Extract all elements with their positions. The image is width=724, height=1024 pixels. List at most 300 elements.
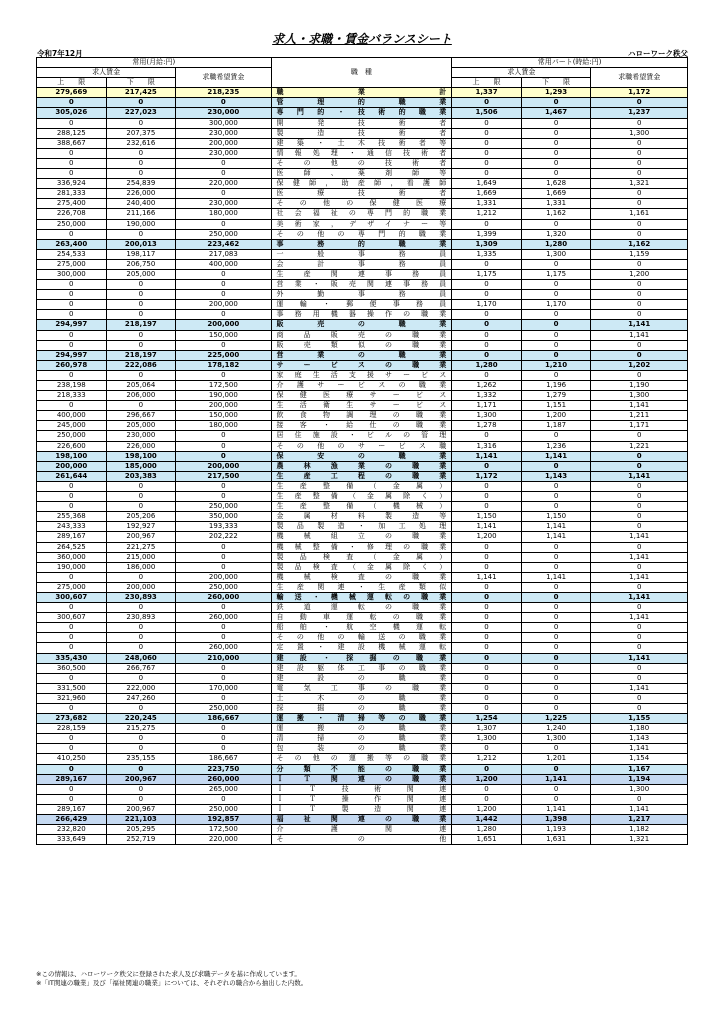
part-upper-cell: 0 bbox=[452, 603, 522, 613]
occupation-cell: その他の保健医療 bbox=[271, 199, 452, 209]
occupation-cell: サービスの職業 bbox=[271, 360, 452, 370]
regular-desired-cell: 0 bbox=[176, 189, 271, 199]
occupation-cell: 農林漁業の職業 bbox=[271, 461, 452, 471]
regular-upper-cell: 0 bbox=[37, 290, 107, 300]
part-upper-cell: 1,200 bbox=[452, 774, 522, 784]
table-row bbox=[37, 199, 688, 209]
regular-lower-cell: 0 bbox=[106, 502, 176, 512]
regular-desired-cell: 0 bbox=[176, 734, 271, 744]
part-upper-cell: 1,669 bbox=[452, 189, 522, 199]
part-upper-cell: 0 bbox=[452, 340, 522, 350]
part-lower-cell: 0 bbox=[521, 370, 591, 380]
regular-upper-cell: 0 bbox=[37, 229, 107, 239]
regular-desired-cell: 218,235 bbox=[176, 88, 271, 98]
table-row bbox=[37, 481, 688, 491]
part-upper-cell: 0 bbox=[452, 764, 522, 774]
part-upper-cell: 0 bbox=[452, 169, 522, 179]
part-upper-cell: 1,335 bbox=[452, 249, 522, 259]
part-lower-cell: 0 bbox=[521, 492, 591, 502]
part-desired-cell: 0 bbox=[591, 633, 688, 643]
part-desired-cell: 0 bbox=[591, 199, 688, 209]
regular-desired-cell: 350,000 bbox=[176, 512, 271, 522]
footnote-1: ※この情報は、ハローワーク秩父に登録された求人及び求職データを基に作成しています。 bbox=[36, 970, 301, 978]
regular-desired-cell: 0 bbox=[176, 441, 271, 451]
part-desired-cell: 0 bbox=[591, 370, 688, 380]
regular-upper-cell: 0 bbox=[37, 734, 107, 744]
regular-lower-cell: 222,000 bbox=[106, 683, 176, 693]
regular-desired-cell: 0 bbox=[176, 481, 271, 491]
regular-upper-cell: 254,533 bbox=[37, 249, 107, 259]
table-row bbox=[37, 522, 688, 532]
part-lower-cell: 1,162 bbox=[521, 209, 591, 219]
part-desired-cell: 0 bbox=[591, 219, 688, 229]
regular-lower-cell: 217,425 bbox=[106, 88, 176, 98]
occupation-cell: 一般事務員 bbox=[271, 249, 452, 259]
table-row bbox=[37, 411, 688, 421]
part-desired-cell: 0 bbox=[591, 643, 688, 653]
part-desired-cell: 1,161 bbox=[591, 209, 688, 219]
part-lower-cell: 1,628 bbox=[521, 179, 591, 189]
regular-lower-cell: 232,616 bbox=[106, 138, 176, 148]
table-row bbox=[37, 350, 688, 360]
occupation-cell: 営業・販売関連事務員 bbox=[271, 280, 452, 290]
part-upper-cell: 1,141 bbox=[452, 451, 522, 461]
regular-lower-cell: 205,206 bbox=[106, 512, 176, 522]
regular-desired-cell: 0 bbox=[176, 633, 271, 643]
part-lower-cell: 1,631 bbox=[521, 835, 591, 845]
part-desired-cell: 1,200 bbox=[591, 269, 688, 279]
regular-desired-cell: 186,667 bbox=[176, 754, 271, 764]
part-lower-cell: 1,201 bbox=[521, 754, 591, 764]
regular-upper-cell: 0 bbox=[37, 764, 107, 774]
regular-desired-cell: 0 bbox=[176, 744, 271, 754]
part-upper-cell: 0 bbox=[452, 562, 522, 572]
regular-lower-cell: 198,100 bbox=[106, 451, 176, 461]
part-upper-cell: 0 bbox=[452, 330, 522, 340]
occupation-cell: 生産関連事務員 bbox=[271, 269, 452, 279]
regular-desired-cell: 0 bbox=[176, 169, 271, 179]
regular-lower-cell: 206,750 bbox=[106, 259, 176, 269]
table-row bbox=[37, 825, 688, 835]
occupation-cell: ＩＴ技術関連 bbox=[271, 784, 452, 794]
regular-lower-cell: 230,893 bbox=[106, 592, 176, 602]
regular-group-header: 常用(月給:円) bbox=[37, 58, 272, 68]
part-upper-cell: 1,141 bbox=[452, 572, 522, 582]
regular-desired-cell: 0 bbox=[176, 269, 271, 279]
regular-lower-cell: 205,000 bbox=[106, 269, 176, 279]
part-lower-cell: 0 bbox=[521, 633, 591, 643]
part-desired-wage-header: 求職希望賃金 bbox=[591, 68, 688, 88]
regular-lower-cell: 0 bbox=[106, 643, 176, 653]
regular-lower-cell: 185,000 bbox=[106, 461, 176, 471]
regular-desired-cell: 230,000 bbox=[176, 108, 271, 118]
part-desired-cell: 1,155 bbox=[591, 714, 688, 724]
part-lower-cell: 1,225 bbox=[521, 714, 591, 724]
regular-lower-cell: 190,000 bbox=[106, 219, 176, 229]
part-upper-cell: 1,200 bbox=[452, 804, 522, 814]
part-desired-cell: 0 bbox=[591, 290, 688, 300]
regular-lower-cell: 0 bbox=[106, 633, 176, 643]
regular-upper-cell: 305,026 bbox=[37, 108, 107, 118]
part-upper-cell: 1,280 bbox=[452, 825, 522, 835]
part-desired-cell: 1,182 bbox=[591, 825, 688, 835]
regular-lower-cell: 220,245 bbox=[106, 714, 176, 724]
regular-lower-cell: 198,117 bbox=[106, 249, 176, 259]
part-lower-cell: 1,141 bbox=[521, 532, 591, 542]
part-lower-cell: 0 bbox=[521, 603, 591, 613]
part-desired-cell: 1,217 bbox=[591, 815, 688, 825]
occupation-cell: 販売の職業 bbox=[271, 320, 452, 330]
table-row bbox=[37, 280, 688, 290]
part-upper-cell: 0 bbox=[452, 492, 522, 502]
table-row bbox=[37, 572, 688, 582]
regular-upper-cell: 0 bbox=[37, 633, 107, 643]
regular-upper-header: 上 限 bbox=[37, 78, 107, 88]
regular-lower-cell: 215,000 bbox=[106, 552, 176, 562]
regular-lower-cell: 0 bbox=[106, 229, 176, 239]
regular-desired-cell: 0 bbox=[176, 724, 271, 734]
regular-lower-cell: 211,166 bbox=[106, 209, 176, 219]
part-upper-cell: 1,331 bbox=[452, 199, 522, 209]
regular-upper-cell: 228,159 bbox=[37, 724, 107, 734]
occupation-cell: 保安の職業 bbox=[271, 451, 452, 461]
part-lower-cell: 0 bbox=[521, 280, 591, 290]
part-upper-cell: 0 bbox=[452, 481, 522, 491]
regular-offer-wage-header: 求人賃金 bbox=[37, 68, 176, 78]
occupation-cell: 医師、薬剤師等 bbox=[271, 169, 452, 179]
regular-desired-cell: 0 bbox=[176, 562, 271, 572]
regular-upper-cell: 0 bbox=[37, 310, 107, 320]
regular-lower-cell: 296,667 bbox=[106, 411, 176, 421]
part-lower-cell: 1,141 bbox=[521, 522, 591, 532]
regular-desired-cell: 0 bbox=[176, 219, 271, 229]
part-lower-cell: 1,141 bbox=[521, 572, 591, 582]
occupation-cell: 飲食物調理の職業 bbox=[271, 411, 452, 421]
part-upper-cell: 0 bbox=[452, 502, 522, 512]
part-desired-cell: 0 bbox=[591, 512, 688, 522]
regular-upper-cell: 263,400 bbox=[37, 239, 107, 249]
table-row bbox=[37, 239, 688, 249]
table-body bbox=[37, 88, 688, 845]
table-row bbox=[37, 623, 688, 633]
regular-upper-cell: 198,100 bbox=[37, 451, 107, 461]
part-upper-cell: 1,172 bbox=[452, 471, 522, 481]
table-row bbox=[37, 693, 688, 703]
part-offer-wage-header: 求人賃金 bbox=[452, 68, 591, 78]
part-upper-cell: 1,170 bbox=[452, 300, 522, 310]
part-lower-cell: 1,300 bbox=[521, 734, 591, 744]
regular-desired-cell: 223,750 bbox=[176, 764, 271, 774]
regular-upper-cell: 275,000 bbox=[37, 259, 107, 269]
regular-lower-cell: 0 bbox=[106, 148, 176, 158]
regular-lower-cell: 0 bbox=[106, 401, 176, 411]
table-row bbox=[37, 592, 688, 602]
occupation-cell: 社会福祉の専門的職業 bbox=[271, 209, 452, 219]
part-lower-cell: 0 bbox=[521, 310, 591, 320]
part-upper-cell: 0 bbox=[452, 542, 522, 552]
regular-desired-cell: 217,083 bbox=[176, 249, 271, 259]
occupation-cell: 保健師，助産師，看護師 bbox=[271, 179, 452, 189]
occupation-cell: 建築・土木技術者等 bbox=[271, 138, 452, 148]
part-upper-cell: 0 bbox=[452, 148, 522, 158]
occupation-cell: その他のサービス職 bbox=[271, 441, 452, 451]
part-lower-cell: 0 bbox=[521, 148, 591, 158]
occupation-cell: ＩＴ操作関連 bbox=[271, 794, 452, 804]
part-desired-cell: 1,300 bbox=[591, 391, 688, 401]
occupation-cell: 販売類似の職業 bbox=[271, 340, 452, 350]
part-upper-cell: 0 bbox=[452, 350, 522, 360]
occupation-cell: 機械検査の職業 bbox=[271, 572, 452, 582]
part-desired-cell: 0 bbox=[591, 340, 688, 350]
regular-lower-cell: 227,023 bbox=[106, 108, 176, 118]
regular-lower-cell: 207,375 bbox=[106, 128, 176, 138]
occupation-cell: 外勤事務員 bbox=[271, 290, 452, 300]
regular-desired-cell: 0 bbox=[176, 673, 271, 683]
part-desired-cell: 0 bbox=[591, 542, 688, 552]
table-row bbox=[37, 249, 688, 259]
regular-lower-cell: 186,000 bbox=[106, 562, 176, 572]
regular-desired-cell: 0 bbox=[176, 603, 271, 613]
regular-desired-cell: 200,000 bbox=[176, 401, 271, 411]
regular-desired-cell: 230,000 bbox=[176, 148, 271, 158]
part-lower-cell: 1,175 bbox=[521, 269, 591, 279]
part-upper-cell: 1,171 bbox=[452, 401, 522, 411]
regular-desired-cell: 0 bbox=[176, 451, 271, 461]
regular-desired-cell: 0 bbox=[176, 290, 271, 300]
occupation-cell: 美術家，デザイナー等 bbox=[271, 219, 452, 229]
regular-lower-cell: 254,839 bbox=[106, 179, 176, 189]
regular-lower-cell: 0 bbox=[106, 623, 176, 633]
regular-lower-cell: 266,767 bbox=[106, 663, 176, 673]
regular-desired-cell: 172,500 bbox=[176, 825, 271, 835]
regular-lower-cell: 221,275 bbox=[106, 542, 176, 552]
part-upper-cell: 1,278 bbox=[452, 421, 522, 431]
regular-upper-cell: 250,000 bbox=[37, 219, 107, 229]
occupation-cell: 製品検査（金属） bbox=[271, 552, 452, 562]
part-desired-cell: 1,141 bbox=[591, 613, 688, 623]
part-lower-cell: 1,467 bbox=[521, 108, 591, 118]
regular-desired-cell: 250,000 bbox=[176, 502, 271, 512]
table-row bbox=[37, 704, 688, 714]
occupation-cell: 建設の職業 bbox=[271, 673, 452, 683]
regular-desired-cell: 0 bbox=[176, 552, 271, 562]
part-lower-cell: 0 bbox=[521, 350, 591, 360]
part-desired-cell: 1,141 bbox=[591, 471, 688, 481]
part-lower-cell: 1,200 bbox=[521, 411, 591, 421]
part-lower-cell: 1,669 bbox=[521, 189, 591, 199]
part-desired-cell: 1,141 bbox=[591, 572, 688, 582]
regular-lower-cell: 203,383 bbox=[106, 471, 176, 481]
regular-lower-cell: 218,197 bbox=[106, 320, 176, 330]
part-upper-cell: 0 bbox=[452, 653, 522, 663]
regular-upper-cell: 0 bbox=[37, 572, 107, 582]
table-row bbox=[37, 300, 688, 310]
occupation-cell: 医療技術者 bbox=[271, 189, 452, 199]
regular-desired-cell: 192,857 bbox=[176, 815, 271, 825]
part-upper-cell: 0 bbox=[452, 280, 522, 290]
part-lower-cell: 0 bbox=[521, 613, 591, 623]
table-row bbox=[37, 169, 688, 179]
part-lower-cell: 0 bbox=[521, 673, 591, 683]
part-lower-header: 下 限 bbox=[521, 78, 591, 88]
occupation-cell: 金属材料製造等 bbox=[271, 512, 452, 522]
regular-desired-cell: 0 bbox=[176, 340, 271, 350]
regular-desired-cell: 190,000 bbox=[176, 391, 271, 401]
regular-upper-cell: 288,125 bbox=[37, 128, 107, 138]
part-upper-cell: 1,316 bbox=[452, 441, 522, 451]
regular-desired-cell: 180,000 bbox=[176, 209, 271, 219]
regular-upper-cell: 0 bbox=[37, 98, 107, 108]
occupation-cell: 運搬の職業 bbox=[271, 724, 452, 734]
occupation-cell: その他 bbox=[271, 835, 452, 845]
part-desired-cell: 1,300 bbox=[591, 784, 688, 794]
regular-lower-cell: 0 bbox=[106, 280, 176, 290]
part-desired-cell: 1,141 bbox=[591, 804, 688, 814]
part-desired-cell: 0 bbox=[591, 663, 688, 673]
part-lower-cell: 1,143 bbox=[521, 471, 591, 481]
regular-upper-cell: 0 bbox=[37, 603, 107, 613]
occupation-cell: 輸送・機械運転の職業 bbox=[271, 592, 452, 602]
occupation-cell: 営業の職業 bbox=[271, 350, 452, 360]
regular-lower-cell: 200,967 bbox=[106, 532, 176, 542]
part-desired-cell: 0 bbox=[591, 138, 688, 148]
regular-desired-cell: 170,000 bbox=[176, 683, 271, 693]
table-row bbox=[37, 189, 688, 199]
regular-upper-cell: 360,000 bbox=[37, 552, 107, 562]
part-upper-cell: 1,332 bbox=[452, 391, 522, 401]
table-row bbox=[37, 683, 688, 693]
part-upper-cell: 0 bbox=[452, 259, 522, 269]
regular-lower-cell: 200,967 bbox=[106, 804, 176, 814]
part-upper-cell: 1,309 bbox=[452, 239, 522, 249]
part-upper-cell: 0 bbox=[452, 582, 522, 592]
part-lower-cell: 1,320 bbox=[521, 229, 591, 239]
office-name: ハローワーク秩父 bbox=[628, 49, 688, 58]
regular-lower-cell: 221,103 bbox=[106, 815, 176, 825]
part-desired-cell: 1,141 bbox=[591, 552, 688, 562]
occupation-cell: 採掘の職業 bbox=[271, 704, 452, 714]
regular-upper-cell: 0 bbox=[37, 643, 107, 653]
regular-desired-cell: 223,462 bbox=[176, 239, 271, 249]
regular-upper-cell: 360,500 bbox=[37, 663, 107, 673]
regular-desired-cell: 200,000 bbox=[176, 138, 271, 148]
part-upper-cell: 1,141 bbox=[452, 522, 522, 532]
table-row bbox=[37, 754, 688, 764]
occupation-cell: 生産整備（金属） bbox=[271, 481, 452, 491]
regular-upper-cell: 300,607 bbox=[37, 592, 107, 602]
regular-upper-cell: 0 bbox=[37, 330, 107, 340]
part-desired-cell: 1,194 bbox=[591, 774, 688, 784]
regular-desired-cell: 260,000 bbox=[176, 643, 271, 653]
regular-desired-cell: 200,000 bbox=[176, 461, 271, 471]
part-lower-cell: 1,210 bbox=[521, 360, 591, 370]
regular-desired-cell: 0 bbox=[176, 623, 271, 633]
part-desired-cell: 1,202 bbox=[591, 360, 688, 370]
part-upper-cell: 1,300 bbox=[452, 411, 522, 421]
table-row bbox=[37, 108, 688, 118]
regular-lower-cell: 0 bbox=[106, 340, 176, 350]
part-lower-cell: 0 bbox=[521, 169, 591, 179]
regular-upper-cell: 260,978 bbox=[37, 360, 107, 370]
occupation-cell: 開発技術者 bbox=[271, 118, 452, 128]
table-row bbox=[37, 784, 688, 794]
table-row bbox=[37, 542, 688, 552]
regular-desired-cell: 0 bbox=[176, 492, 271, 502]
regular-lower-cell: 0 bbox=[106, 603, 176, 613]
regular-upper-cell: 275,000 bbox=[37, 582, 107, 592]
part-desired-cell: 1,172 bbox=[591, 88, 688, 98]
regular-lower-cell: 0 bbox=[106, 98, 176, 108]
occupation-cell: 清掃の職業 bbox=[271, 734, 452, 744]
part-upper-cell: 1,399 bbox=[452, 229, 522, 239]
occupation-cell: 自動車運転の職業 bbox=[271, 613, 452, 623]
table-row bbox=[37, 461, 688, 471]
occupation-cell: 機械整備・修理の職業 bbox=[271, 542, 452, 552]
part-desired-cell: 1,141 bbox=[591, 592, 688, 602]
occupation-cell: 情報処理・通信技術者 bbox=[271, 148, 452, 158]
occupation-cell: 製品製造・加工処理 bbox=[271, 522, 452, 532]
occupation-cell: 管理的職業 bbox=[271, 98, 452, 108]
part-upper-cell: 1,200 bbox=[452, 532, 522, 542]
occupation-cell: その他の専門的職業 bbox=[271, 229, 452, 239]
part-lower-cell: 0 bbox=[521, 98, 591, 108]
part-upper-cell: 0 bbox=[452, 118, 522, 128]
regular-lower-cell: 0 bbox=[106, 673, 176, 683]
table-header bbox=[37, 58, 688, 88]
regular-lower-cell: 247,260 bbox=[106, 693, 176, 703]
part-lower-cell: 1,196 bbox=[521, 381, 591, 391]
table-row bbox=[37, 179, 688, 189]
table-row bbox=[37, 502, 688, 512]
table-row bbox=[37, 714, 688, 724]
table-row bbox=[37, 744, 688, 754]
regular-desired-cell: 193,333 bbox=[176, 522, 271, 532]
table-row bbox=[37, 653, 688, 663]
occupation-cell: 船舶・航空機運転 bbox=[271, 623, 452, 633]
part-lower-cell: 1,240 bbox=[521, 724, 591, 734]
regular-lower-cell: 218,197 bbox=[106, 350, 176, 360]
table-row bbox=[37, 269, 688, 279]
part-lower-cell: 0 bbox=[521, 330, 591, 340]
part-upper-cell: 0 bbox=[452, 633, 522, 643]
regular-upper-cell: 0 bbox=[37, 158, 107, 168]
regular-upper-cell: 245,000 bbox=[37, 421, 107, 431]
regular-upper-cell: 331,500 bbox=[37, 683, 107, 693]
occupation-cell: 生産整備（金属除く） bbox=[271, 492, 452, 502]
part-upper-cell: 1,175 bbox=[452, 269, 522, 279]
part-desired-cell: 1,180 bbox=[591, 724, 688, 734]
part-lower-cell: 0 bbox=[521, 764, 591, 774]
regular-lower-cell: 0 bbox=[106, 300, 176, 310]
regular-lower-cell: 0 bbox=[106, 370, 176, 380]
part-lower-cell: 1,141 bbox=[521, 451, 591, 461]
table-row bbox=[37, 88, 688, 98]
part-lower-cell: 0 bbox=[521, 643, 591, 653]
part-desired-cell: 1,321 bbox=[591, 835, 688, 845]
regular-lower-cell: 240,400 bbox=[106, 199, 176, 209]
regular-lower-cell: 0 bbox=[106, 764, 176, 774]
regular-lower-cell: 0 bbox=[106, 290, 176, 300]
table-row bbox=[37, 582, 688, 592]
regular-desired-cell: 200,000 bbox=[176, 572, 271, 582]
table-row bbox=[37, 431, 688, 441]
regular-lower-header: 下 限 bbox=[106, 78, 176, 88]
part-desired-cell: 1,167 bbox=[591, 764, 688, 774]
part-desired-cell: 1,141 bbox=[591, 744, 688, 754]
regular-desired-cell: 0 bbox=[176, 310, 271, 320]
regular-desired-cell: 0 bbox=[176, 663, 271, 673]
regular-desired-cell: 172,500 bbox=[176, 381, 271, 391]
